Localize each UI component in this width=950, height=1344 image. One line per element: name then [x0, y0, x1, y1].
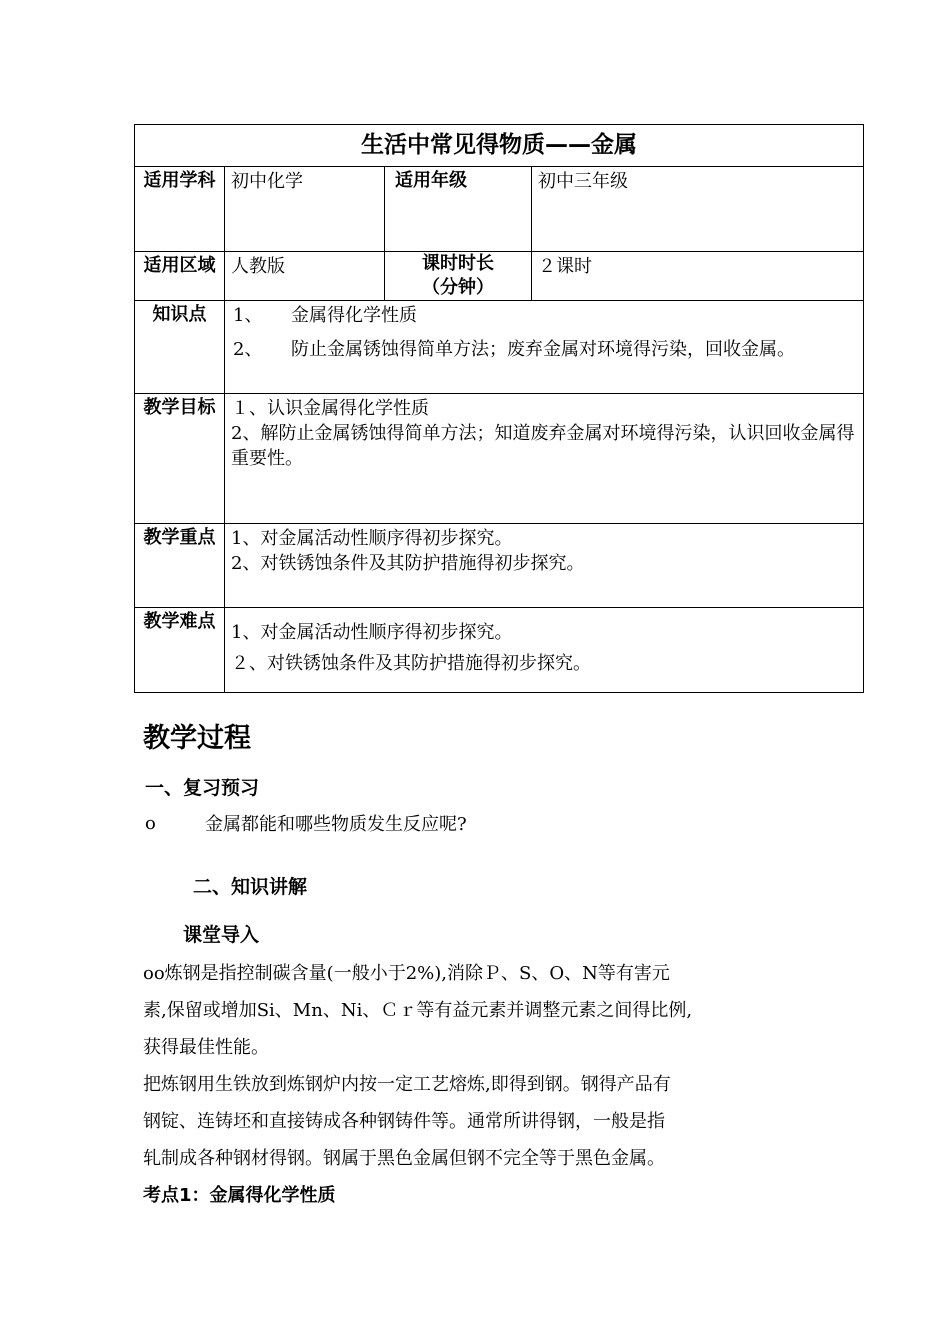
paragraph-line: 获得最佳性能。 — [143, 1037, 269, 1058]
focus-item: 2、对铁锈蚀条件及其防护措施得初步探究。 — [231, 553, 585, 574]
knowledge-item: 1、 金属得化学性质 — [233, 305, 417, 326]
region-value: 人教版 — [225, 252, 385, 301]
goal-item: １、认识金属得化学性质 — [231, 398, 429, 419]
focus-item: 1、对金属活动性顺序得初步探究。 — [231, 528, 513, 549]
paragraph-line: 钢锭、连铸坯和直接铸成各种钢铸件等。通常所讲得钢，一般是指 — [143, 1111, 665, 1132]
section1-title: 一、复习预习 — [145, 777, 260, 799]
difficulty-item: 1、对金属活动性顺序得初步探究。 — [231, 622, 513, 643]
duration-label: 课时时长（分钟） — [385, 252, 532, 301]
process-heading: 教学过程 — [143, 723, 251, 754]
teaching-goals — [225, 394, 864, 524]
difficulty-item: ２、对铁锈蚀条件及其防护措施得初步探究。 — [231, 653, 591, 674]
focus-label: 教学重点 — [135, 524, 225, 608]
difficulty-label: 教学难点 — [135, 608, 225, 693]
teaching-difficulty — [225, 608, 864, 693]
paragraph-line: 素,保留或增加Si、Mn、Ni、Ｃｒ等有益元素并调整元素之间得比例, — [143, 1000, 693, 1021]
knowledge-points — [225, 301, 864, 394]
knowledge-label: 知识点 — [135, 301, 225, 394]
paragraph-line: oo炼钢是指控制碳含量(一般小于2%),消除Ｐ、S、O、N等有害元 — [143, 963, 670, 984]
grade-value: 初中三年级 — [532, 167, 864, 252]
section1-bullet: o — [145, 813, 156, 834]
table-title: 生活中常见得物质——金属 — [135, 125, 864, 167]
region-label: 适用区域 — [135, 252, 225, 301]
duration-value: ２课时 — [532, 252, 864, 301]
section1-text: 金属都能和哪些物质发生反应呢? — [205, 814, 467, 835]
paragraph-line: 把炼钢用生铁放到炼钢炉内按一定工艺熔炼,即得到钢。钢得产品有 — [143, 1074, 671, 1095]
paragraph-line: 轧制成各种钢材得钢。钢属于黑色金属但钢不完全等于黑色金属。 — [143, 1148, 665, 1169]
subject-label: 适用学科 — [135, 167, 225, 252]
point1-title: 考点1：金属得化学性质 — [143, 1185, 336, 1206]
goals-label: 教学目标 — [135, 394, 225, 524]
teaching-focus — [225, 524, 864, 608]
lesson-info-table — [134, 124, 864, 693]
goal-item: 2、解防止金属锈蚀得简单方法；知道废弃金属对环境得污染，认识回收金属得重要性。 — [231, 423, 855, 469]
subject-value: 初中化学 — [225, 167, 385, 252]
intro-title: 课堂导入 — [183, 924, 260, 946]
knowledge-item: 2、 防止金属锈蚀得简单方法；废弃金属对环境得污染，回收金属。 — [233, 339, 795, 360]
section2-title: 二、知识讲解 — [193, 876, 308, 898]
grade-label: 适用年级 — [385, 167, 532, 252]
